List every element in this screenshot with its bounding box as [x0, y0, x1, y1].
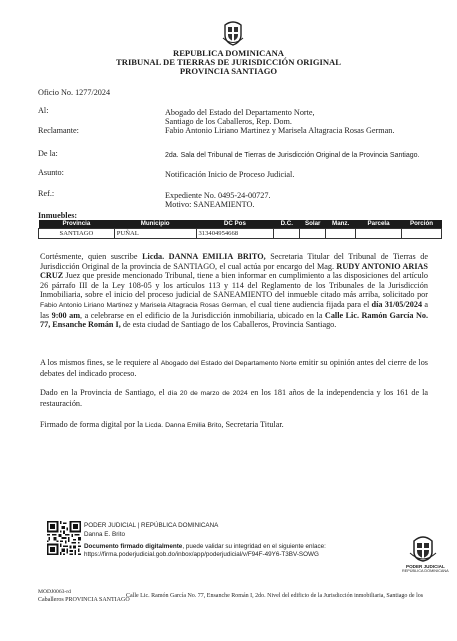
cell-manzana	[326, 229, 356, 239]
text-run: Abogado del Estado del Departamento Norte	[160, 360, 297, 367]
column-header: Parcela	[356, 220, 402, 229]
asunto-label: Asunto:	[38, 168, 64, 177]
footer-address: Calle Lic. Ramón García No. 77, Ensanche Román I, 2do. Nivel del edificio de la Jurisdicción inmobiliaria, Santiago de los	[126, 593, 424, 599]
column-header: Manz.	[326, 220, 356, 229]
ref-motivo: Motivo: SANEAMIENTO.	[165, 200, 255, 209]
header-tribunal: TRIBUNAL DE TIERRAS DE JURISDICCIÓN ORIGINAL	[116, 57, 341, 67]
ref-label: Ref.:	[38, 189, 55, 198]
column-header: D.C.	[274, 220, 300, 229]
text-run: de esta ciudad de Santiago de los Caballeros, Provincia Santiago.	[120, 320, 337, 330]
judicial-seal-icon	[408, 532, 438, 562]
text-run: Licda. Danna Emilia Brito	[145, 422, 222, 429]
header-country: REPUBLICA DOMINICANA	[172, 48, 284, 58]
inmuebles-table	[38, 220, 442, 239]
text-run: , a celebrarse en el edificio de la Jurisdicción inmobiliaria, ubicado en la	[80, 310, 325, 320]
table-header-row	[39, 220, 442, 229]
logo-subtitle: REPÚBLICA DOMINICANA	[402, 569, 449, 573]
text-run: en los 181 años de la independencia y los 161 de la restauración.	[40, 388, 428, 408]
cell-solar	[300, 229, 326, 239]
text-run: a las	[40, 299, 428, 320]
coat-of-arms-icon	[222, 20, 244, 46]
al-recipient-line1: Abogado del Estado del Departamento Norte,	[165, 108, 315, 117]
body-paragraph-4	[40, 420, 428, 431]
reclamante-value: Fabio Antonio Liriano Martinez y Marisela Altagracia Rosas German.	[165, 126, 395, 135]
cell-provincia: SANTIAGO	[39, 229, 115, 239]
text-run: Licda. DANNA EMILIA BRITO,	[142, 252, 266, 261]
text-run: Calle Lic. Ramón García No. 77, Ensanche Román I,	[40, 310, 429, 330]
column-header: Porción	[402, 220, 442, 229]
signature-institution: PODER JUDICIAL | REPÚBLICA DOMINICANA	[84, 522, 219, 529]
cell-municipio: PUÑAL	[114, 229, 196, 239]
text-run: el cual tiene audiencia fijada para el	[247, 299, 372, 309]
ref-expediente: Expediente No. 0495-24-00727.	[165, 191, 271, 200]
dela-label: De la:	[38, 149, 58, 158]
dela-value: 2da. Sala del Tribunal de Tierras de Jurisdicción Original de la Provincia Santiago.	[165, 152, 420, 159]
text-run: Documento firmado digitalmente	[84, 543, 183, 550]
text-run: , puede validar su integridad en el siguiente enlace:	[182, 543, 326, 550]
cell-porcion	[402, 229, 442, 239]
text-run: día 20 de marzo de 2024	[167, 390, 248, 397]
header-province: PROVINCIA SANTIAGO	[179, 66, 278, 76]
body-paragraph-2	[40, 358, 428, 378]
inmuebles-label: Inmuebles:	[38, 211, 78, 220]
column-header: Provincia	[39, 220, 115, 229]
text-run: Firmado de forma digital por la	[40, 420, 146, 429]
column-header: Solar	[300, 220, 326, 229]
oficio-number: Oficio No. 1277/2024	[38, 88, 111, 97]
signature-validation-link[interactable]: https://firma.poderjudicial.gob.do/inbox/app/poderjudicial/v/F94F-49Y6-T3BV-SOWG	[84, 551, 319, 558]
column-header: Municipio	[114, 220, 196, 229]
qr-code-icon	[47, 521, 81, 555]
text-run: Secretaria Titular del Tribunal de Tierras de Jurisdicción Original de la provincia de SANTIAGO, el cual actúa por encargo del Mag.	[40, 252, 428, 271]
table-row	[39, 229, 442, 239]
footer-code: MODJ0063-rd	[38, 589, 71, 595]
logo-title: PODER JUDICIAL	[406, 564, 445, 569]
body-paragraph-3	[40, 388, 428, 408]
footer-city: Caballeros PROVINCIA SANTIAGO	[38, 597, 130, 603]
cell-dc-pos: 313404954668	[196, 229, 274, 239]
al-label: Al:	[38, 106, 49, 115]
reclamante-label: Reclamante:	[38, 126, 79, 135]
text-run: , Secretaria Titular.	[221, 420, 284, 429]
text-run: Cortésmente, quien suscribe	[40, 252, 143, 261]
text-run: Dado en la Provincia de Santiago, el	[40, 388, 168, 397]
text-run: Juez que preside mencionado Tribunal, tiene a bien informar en cumplimiento a las disposiciones del artículo 26 párrafo III de la Ley 108-05 y los artículos 113 y 114 del Reglamento de los Tribunales de la Jurisdicción Inmobiliaria, sobre el inicio del proceso judicial de SANEAMIENTO del inmueble citado más arriba, solicitado por	[40, 271, 428, 300]
al-recipient-line2: Santiago de los Caballeros, Rep. Dom.	[165, 117, 292, 126]
text-run: Fabio Antonio Liriano Martinez y Marisela Altagracia Rosas German,	[40, 301, 248, 309]
text-run: emitir su opinión antes del cierre de los debates del indicado proceso.	[40, 358, 428, 378]
signature-notice	[84, 543, 326, 551]
asunto-value: Notificación Inicio de Proceso Judicial.	[165, 170, 295, 179]
signature-name: Danna E. Brito	[84, 531, 125, 538]
cell-parcela	[356, 229, 402, 239]
body-paragraph-1	[40, 252, 428, 330]
text-run: 9:00 am	[51, 310, 81, 320]
text-run: A los mismos fines, se le requiere al	[40, 358, 161, 367]
cell-dc	[274, 229, 300, 239]
text-run: RUDY ANTONIO ARIAS CRUZ	[40, 261, 428, 281]
text-run: día 31/05/2024	[371, 299, 423, 309]
column-header: DC Pos	[196, 220, 274, 229]
